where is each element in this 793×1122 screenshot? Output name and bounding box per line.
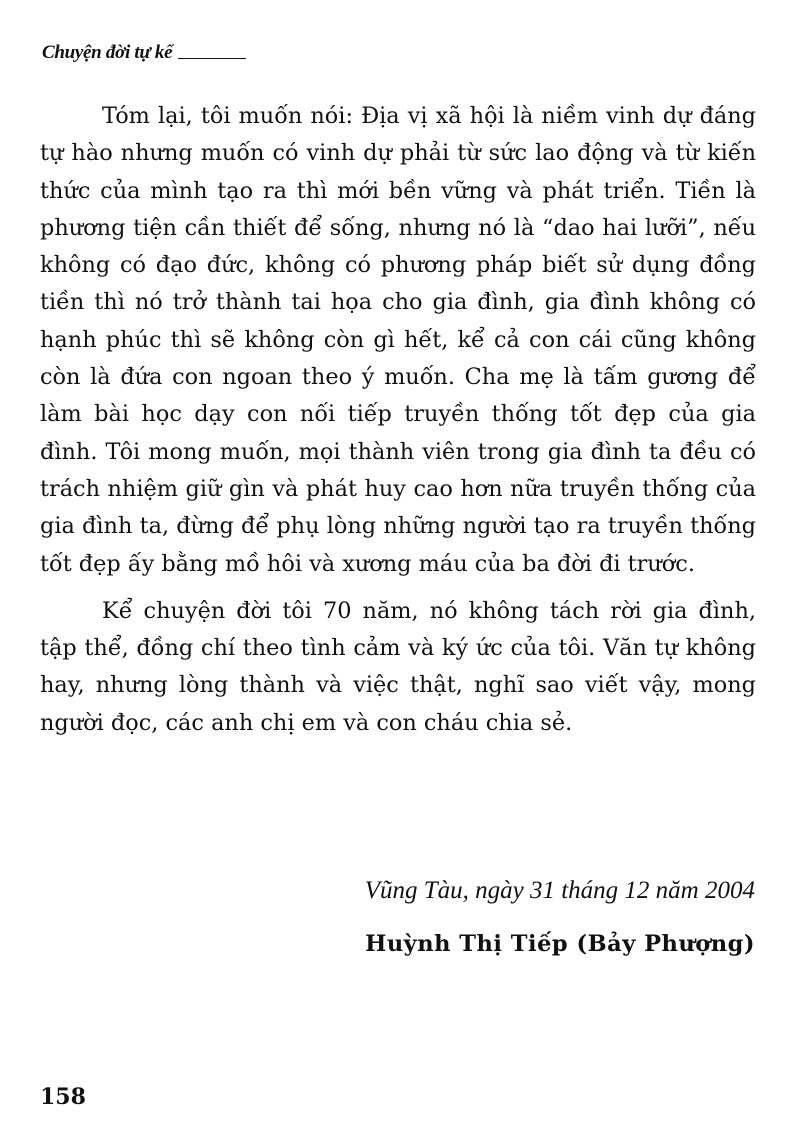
running-title: Chuyện đời tự kể — [42, 42, 173, 63]
body-text — [40, 98, 756, 742]
paragraph-2: Kể chuyện đời tôi 70 năm, nó không tách rời gia đình, tập thể, đồng chí theo tình cảm và ký ức của tôi. Văn tự không hay, nhưng lòng thành và việc thật, nghĩ sao viết vậy, mong người đọc, các anh chị em và con cháu chia sẻ. — [40, 597, 756, 736]
author-signature: Huỳnh Thị Tiếp (Bảy Phượng) — [365, 931, 755, 957]
page-number: 158 — [40, 1084, 86, 1110]
paragraph-1: Tóm lại, tôi muốn nói: Địa vị xã hội là niềm vinh dự đáng tự hào nhưng muốn có vinh dự phải từ sức lao động và từ kiến thức của mình tạo ra thì mới bền vững và phát triển. Tiền là phương tiện cần thiết để sống, nhưng nó là “dao hai lưỡi”, nếu không có đạo đức, không có phương pháp biết sử dụng đồng tiền thì nó trở thành tai họa cho gia đình, gia đình không có hạnh phúc thì sẽ không còn gì hết, kể cả con cái cũng không còn là đứa con ngoan theo ý muốn. Cha mẹ là tấm gương để làm bài học dạy con nối tiếp truyền thống tốt đẹp của gia đình. Tôi mong muốn, mọi thành viên trong gia đình ta đều có trách nhiệm giữ gìn và phát huy cao hơn nữa truyền thống của gia đình ta, đừng để phụ lòng những người tạo ra truyền thống tốt đẹp ấy bằng mồ hôi và xương máu của ba đời đi trước. — [40, 103, 756, 577]
page-header — [42, 42, 246, 64]
place-date-line: Vũng Tàu, ngày 31 tháng 12 năm 2004 — [364, 877, 755, 904]
header-rule — [178, 58, 246, 59]
